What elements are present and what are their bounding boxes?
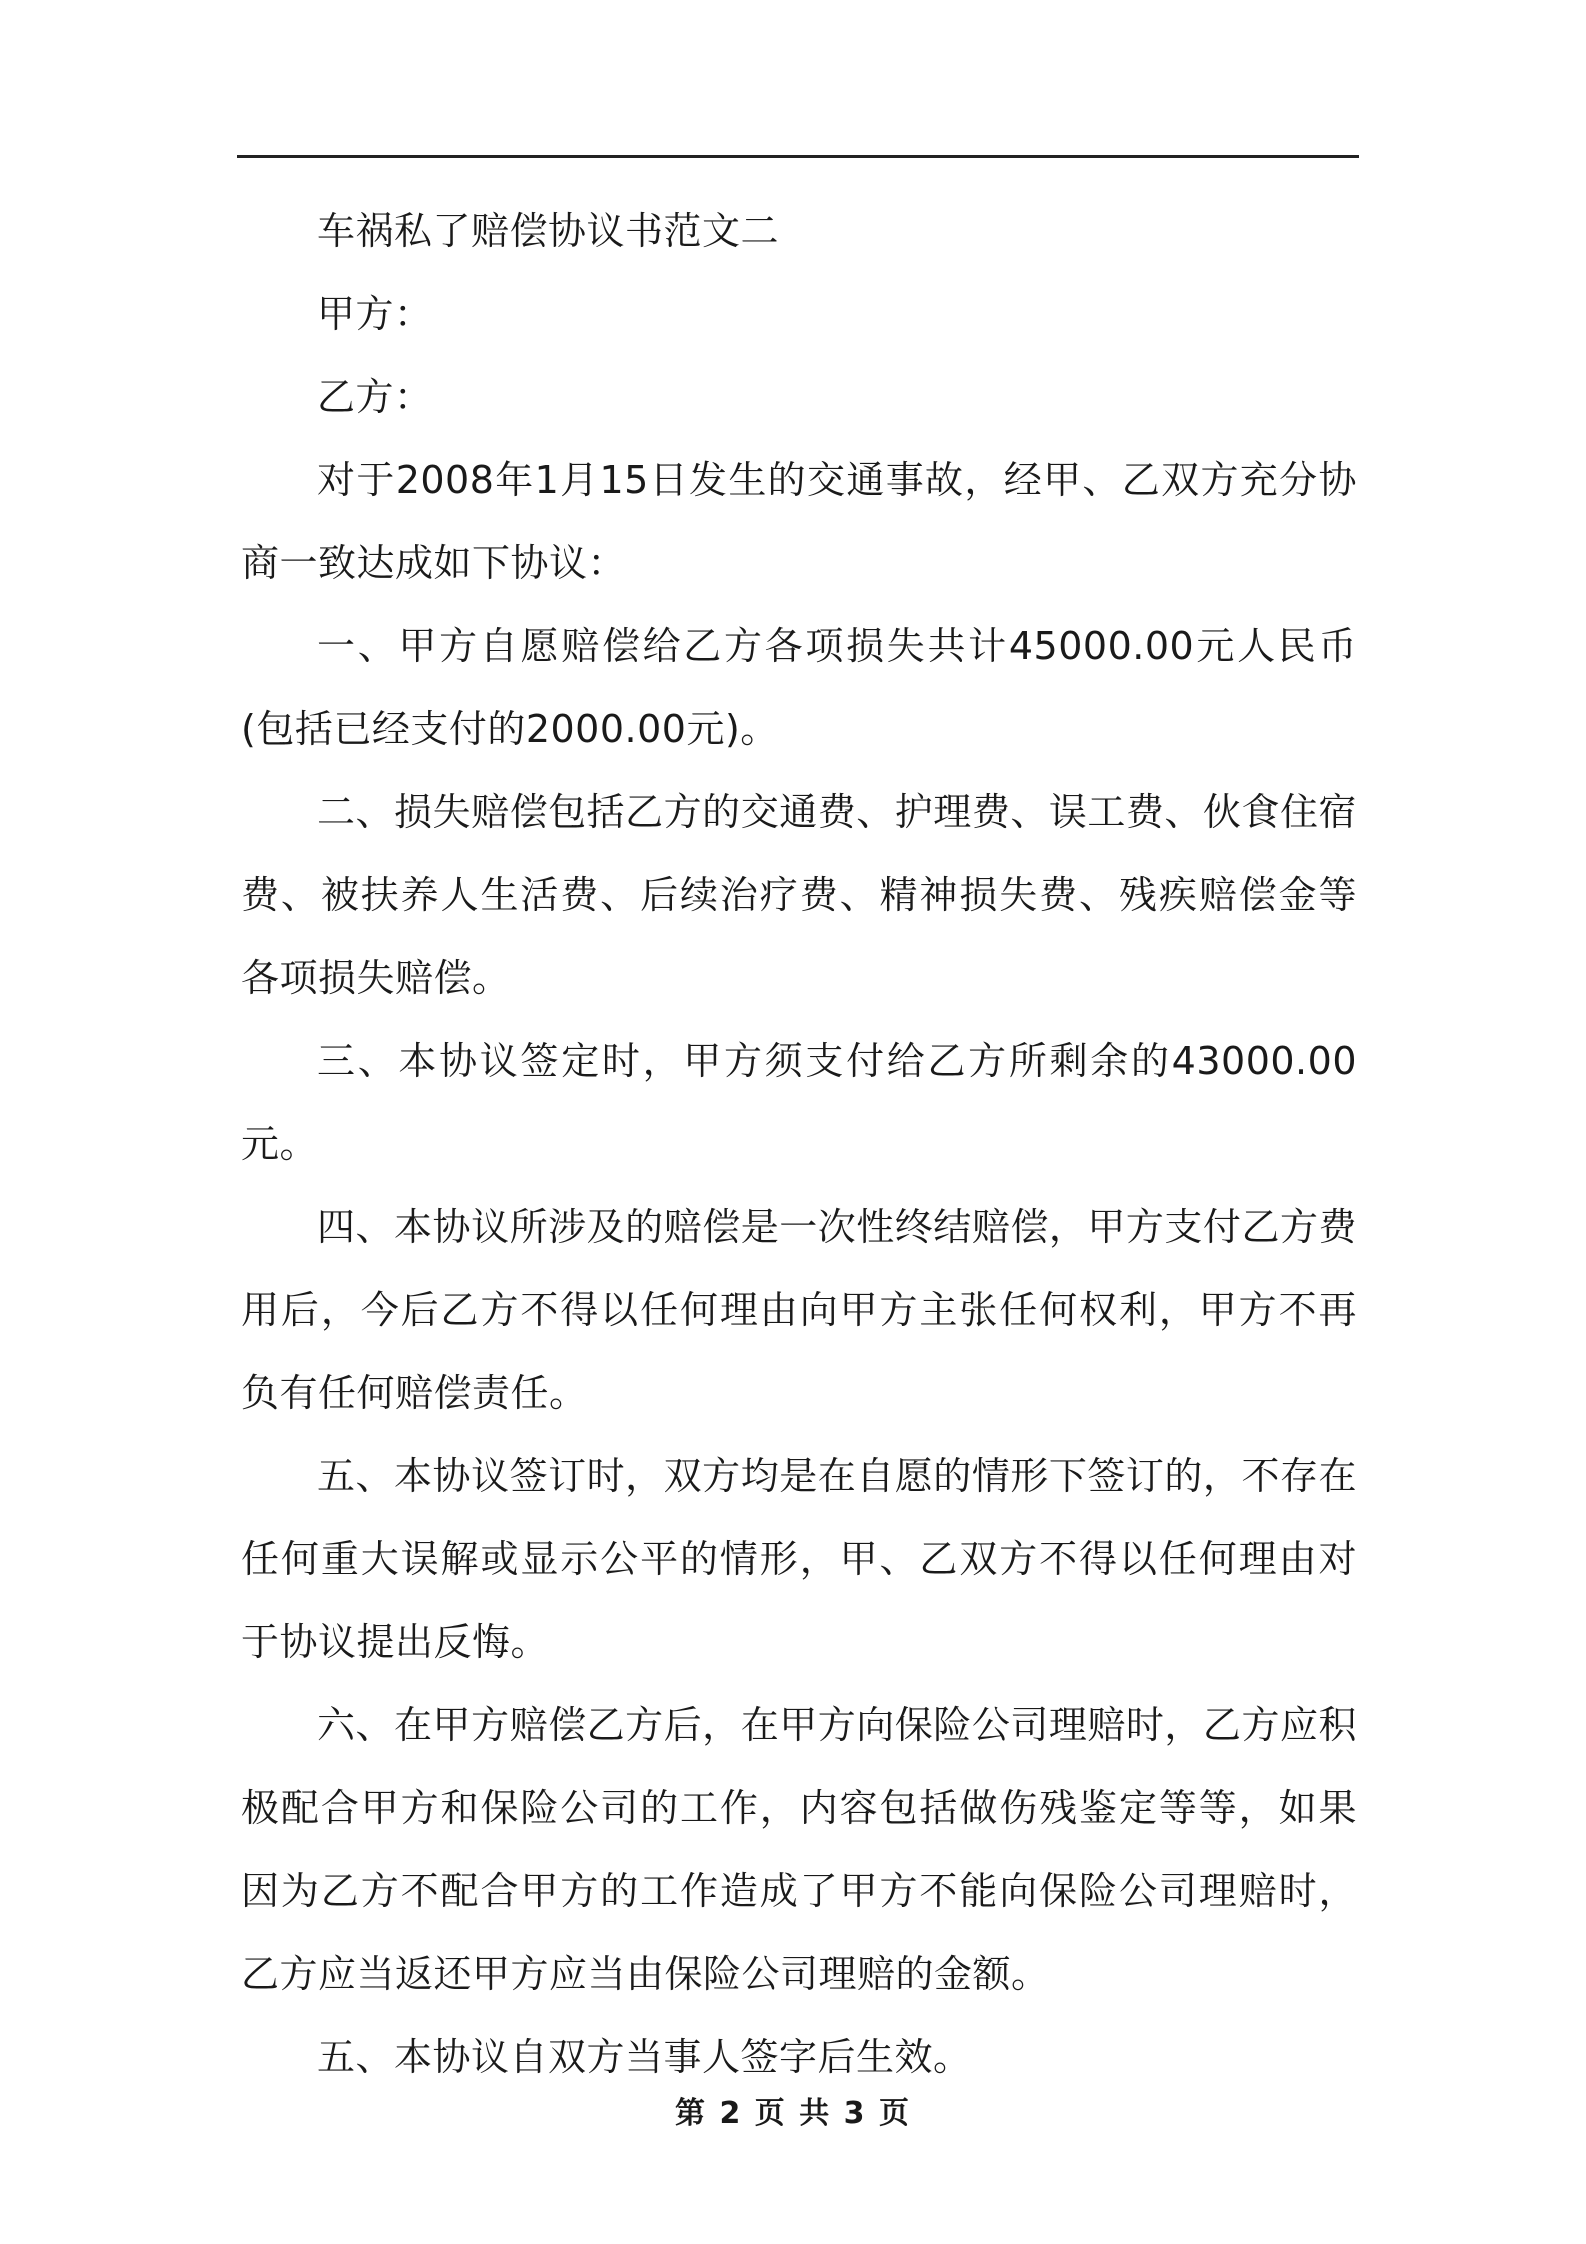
party-b-line: 乙方： xyxy=(317,375,433,419)
clause-3: 三、本协议签定时，甲方须支付给乙方所剩余的43000.00元。 xyxy=(241,1039,1357,1166)
page-footer xyxy=(0,2088,1586,2132)
page-number-label: 第 2 页 共 3 页 xyxy=(675,2096,911,2131)
party-a-line: 甲方： xyxy=(317,292,433,336)
clause-final: 五、本协议自双方当事人签字后生效。 xyxy=(317,2035,972,2079)
clause-6: 六、在甲方赔偿乙方后，在甲方向保险公司理赔时，乙方应积极配合甲方和保险公司的工作，内容包括做伤残鉴定等等，如果因为乙方不配合甲方的工作造成了甲方不能向保险公司理赔时，乙方应当返还甲方应当由保险公司理赔的金额。 xyxy=(241,1703,1357,1996)
header-rule xyxy=(237,155,1359,158)
document-body xyxy=(241,190,1357,2099)
clause-4: 四、本协议所涉及的赔偿是一次性终结赔偿，甲方支付乙方费用后，今后乙方不得以任何理由向甲方主张任何权利，甲方不再负有任何赔偿责任。 xyxy=(241,1205,1357,1415)
clause-5: 五、本协议签订时，双方均是在自愿的情形下签订的，不存在任何重大误解或显示公平的情形，甲、乙双方不得以任何理由对于协议提出反悔。 xyxy=(241,1454,1357,1664)
paragraph-intro: 对于2008年1月15日发生的交通事故，经甲、乙双方充分协商一致达成如下协议： xyxy=(241,458,1357,585)
clause-2: 二、损失赔偿包括乙方的交通费、护理费、误工费、伙食住宿费、被扶养人生活费、后续治疗费、精神损失费、残疾赔偿金等各项损失赔偿。 xyxy=(241,790,1357,1000)
clause-1: 一、甲方自愿赔偿给乙方各项损失共计45000.00元人民币(包括已经支付的2000.00元)。 xyxy=(241,624,1357,751)
document-title: 车祸私了赔偿协议书范文二 xyxy=(317,209,780,253)
